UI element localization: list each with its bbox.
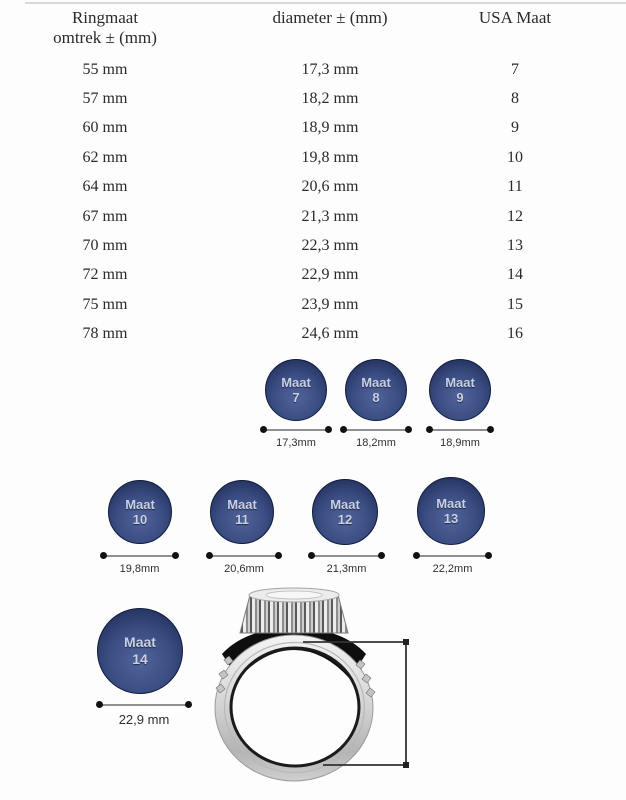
diameter-value: 24,6 mm: [301, 325, 359, 343]
header-usa-size: USA Maat: [478, 8, 552, 27]
table-row: [0, 261, 626, 290]
table-row: [0, 114, 626, 143]
circle-size: 11: [235, 512, 249, 527]
diameter-measure-line: [342, 429, 410, 431]
measure-dot-right: [172, 552, 179, 559]
usa-size-value: 10: [507, 148, 523, 166]
diameter-measure-label: 17,3mm: [276, 437, 316, 449]
ring-circle-maat-11: [210, 480, 274, 544]
usa-size-value: 12: [507, 207, 523, 225]
measure-dot-right: [185, 701, 192, 708]
ring-circle-maat-14: [97, 608, 183, 694]
circumference-value: 67 mm: [82, 207, 128, 225]
ring-diameter-illustration: [198, 582, 418, 792]
header-diameter: diameter ± (mm): [272, 8, 388, 27]
table-header-row: [0, 8, 626, 48]
ring-circle-maat-10: [108, 480, 172, 544]
diameter-measure-line: [428, 429, 492, 431]
table-row: [0, 173, 626, 202]
header-circumference: [0, 8, 210, 48]
circumference-value: 75 mm: [82, 295, 128, 313]
circumference-value: 62 mm: [82, 148, 128, 166]
diameter-value: 22,3 mm: [301, 237, 359, 255]
diameter-value: 20,6 mm: [301, 178, 359, 196]
diameter-value: 18,2 mm: [301, 90, 359, 108]
circumference-value: 64 mm: [82, 178, 128, 196]
table-row: [0, 320, 626, 349]
header-circumference-line2: omtrek ± (mm): [53, 28, 157, 47]
ring-band: [215, 635, 373, 781]
measure-dot-right: [275, 552, 282, 559]
circle-size: 13: [443, 511, 459, 526]
ring-circle-maat-9: [429, 359, 491, 421]
ring-circle-maat-7: [265, 359, 327, 421]
diameter-measure-label: 21,3mm: [326, 563, 367, 575]
circle-size: 9: [456, 390, 464, 405]
table-body: [0, 55, 626, 349]
diameter-value: 19,8 mm: [301, 148, 359, 166]
circumference-value: 57 mm: [82, 90, 128, 108]
ring-circle-maat-13: [417, 477, 485, 545]
circle-size: 14: [132, 651, 148, 667]
diameter-measure-label: 18,2mm: [356, 437, 396, 449]
circle-label: Maat: [227, 497, 257, 512]
table-row: [0, 231, 626, 260]
usa-size-value: 13: [507, 237, 523, 255]
usa-size-value: 11: [507, 178, 523, 196]
table-row: [0, 143, 626, 172]
usa-size-value: 16: [507, 325, 523, 343]
circle-size: 8: [372, 390, 380, 405]
dimension-marker-top: [403, 639, 409, 645]
measure-dot-right: [405, 426, 412, 433]
diameter-measure-label: 19,8mm: [119, 563, 160, 575]
top-divider: [25, 2, 626, 4]
measure-dot-left: [96, 701, 103, 708]
circle-label: Maat: [124, 634, 156, 650]
circle-size: 7: [292, 390, 300, 405]
ring-inner-edge: [231, 648, 359, 766]
diameter-value: 17,3 mm: [301, 60, 359, 78]
circle-label: Maat: [361, 375, 391, 390]
diameter-measure-label: 18,9mm: [440, 437, 480, 449]
measure-dot-left: [260, 426, 267, 433]
circle-size: 12: [337, 512, 353, 527]
circle-label: Maat: [330, 497, 360, 512]
measure-dot-right: [325, 426, 332, 433]
diameter-value: 18,9 mm: [301, 119, 359, 137]
diameter-value: 23,9 mm: [301, 295, 359, 313]
diameter-measure-line: [415, 555, 490, 557]
diameter-measure-label: 22,9 mm: [118, 712, 170, 727]
circumference-value: 72 mm: [82, 266, 128, 284]
diameter-measure-line: [208, 555, 280, 557]
table-row: [0, 290, 626, 319]
circumference-value: 55 mm: [82, 60, 128, 78]
ring-stone: [266, 591, 322, 599]
usa-size-value: 14: [507, 266, 523, 284]
circumference-value: 70 mm: [82, 237, 128, 255]
diameter-measure-line: [262, 429, 330, 431]
table-row: [0, 55, 626, 84]
ring-circle-maat-12: [312, 479, 378, 545]
diameter-measure-line: [98, 704, 190, 706]
table-row: [0, 84, 626, 113]
diameter-measure-label: 22,2mm: [432, 563, 473, 575]
measure-dot-right: [378, 552, 385, 559]
usa-size-value: 15: [507, 295, 523, 313]
ring-size-table: [0, 8, 626, 343]
circle-label: Maat: [436, 496, 466, 511]
circle-label: Maat: [281, 375, 311, 390]
circumference-value: 60 mm: [82, 119, 128, 137]
circle-size: 10: [132, 512, 148, 527]
dimension-marker-bottom: [403, 762, 409, 768]
measure-dot-left: [100, 552, 107, 559]
measure-dot-left: [413, 552, 420, 559]
diameter-value: 22,9 mm: [301, 266, 359, 284]
usa-size-value: 7: [511, 60, 519, 78]
measure-dot-right: [487, 426, 494, 433]
circumference-value: 78 mm: [82, 325, 128, 343]
diameter-measure-line: [310, 555, 383, 557]
measure-dot-right: [485, 552, 492, 559]
header-circumference-line1: Ringmaat: [71, 8, 139, 27]
circle-label: Maat: [125, 497, 155, 512]
ring-circle-maat-8: [345, 359, 407, 421]
measure-dot-left: [308, 552, 315, 559]
circle-label: Maat: [445, 375, 475, 390]
diameter-value: 21,3 mm: [301, 207, 359, 225]
measure-dot-left: [206, 552, 213, 559]
diameter-measure-label: 20,6mm: [224, 563, 264, 575]
usa-size-value: 9: [511, 119, 519, 137]
usa-size-value: 8: [511, 90, 519, 108]
table-row: [0, 202, 626, 231]
measure-dot-left: [340, 426, 347, 433]
measure-dot-left: [426, 426, 433, 433]
diameter-measure-line: [102, 555, 177, 557]
